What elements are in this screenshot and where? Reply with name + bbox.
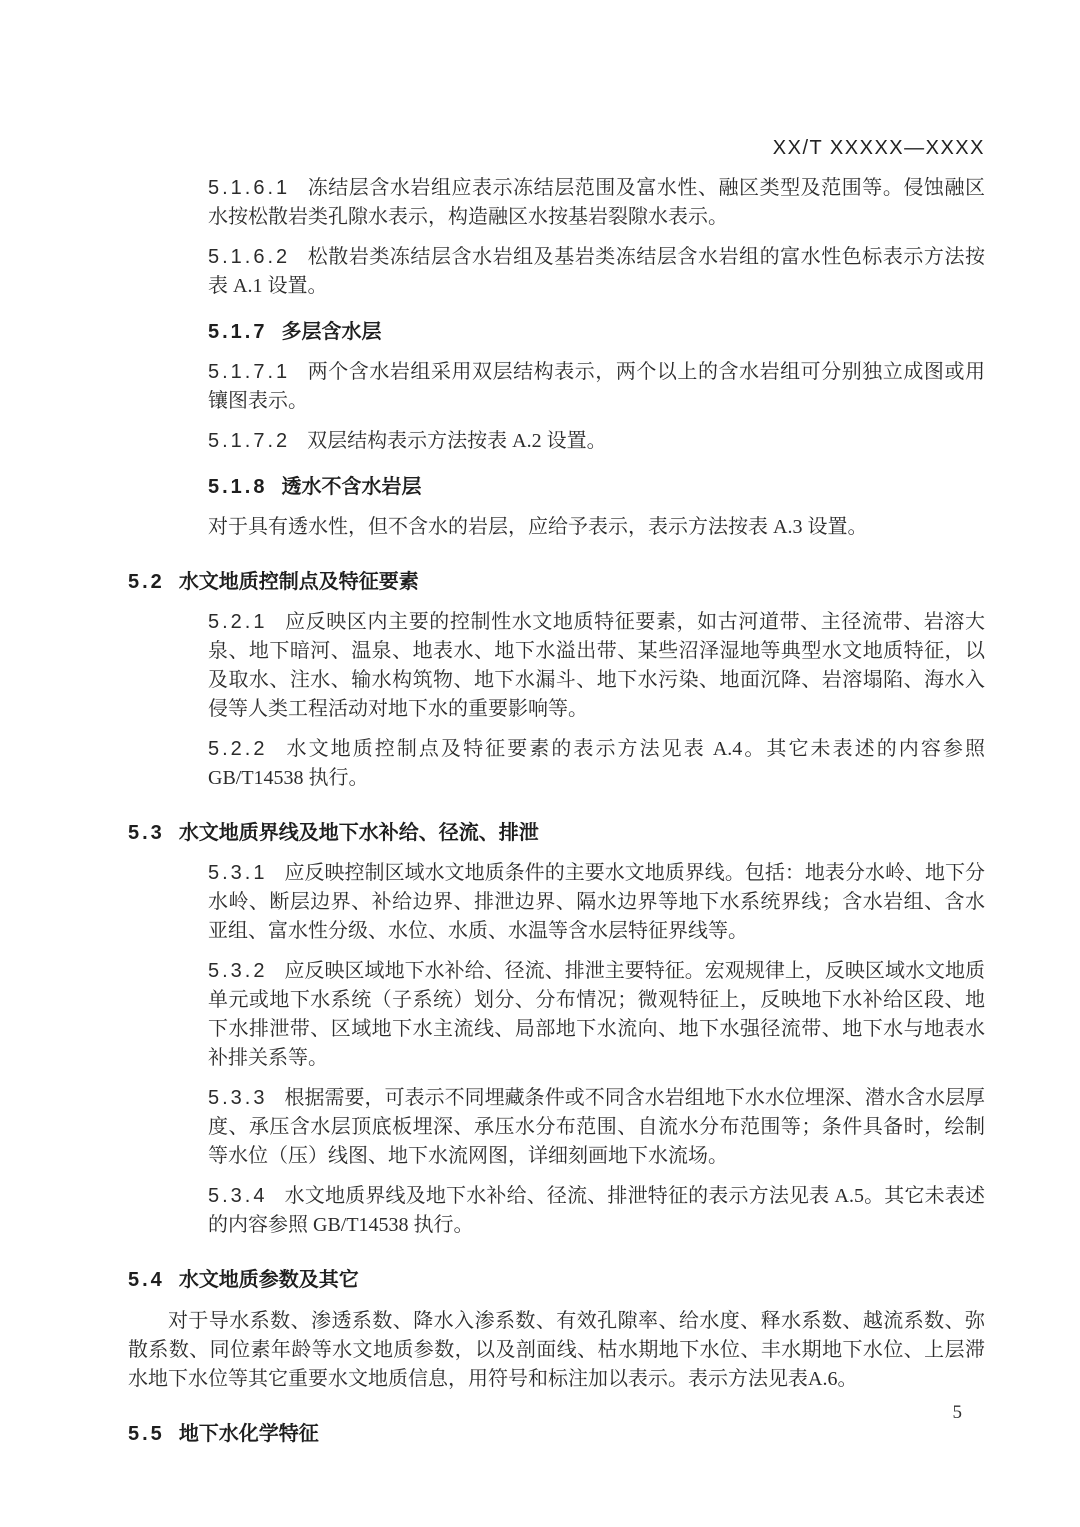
clause-text: 透水不含水岩层 [281, 476, 422, 498]
clause-text: 水文地质控制点及特征要素 [178, 571, 419, 593]
document-sections [128, 174, 985, 1449]
document-code-header: XX/T XXXXX—XXXX [772, 137, 985, 159]
clause-text: 水文地质控制点及特征要素的表示方法见表 A.4。其它未表述的内容参照 GB/T14538 执行。 [208, 738, 985, 789]
clause-number: 5.3.2 [208, 960, 268, 982]
clause-number: 5.1.6.2 [208, 246, 291, 268]
clause-number: 5.1.8 [208, 476, 268, 498]
clause-text: 对于导水系数、渗透系数、降水入渗系数、有效孔隙率、给水度、释水系数、越流系数、弥散系数、同位素年龄等水文地质参数，以及剖面线、枯水期地下水位、丰水期地下水位、上层滞水地下水位等其它重要水文地质信息，用符号和标注加以表示。表示方法见表A.6。 [128, 1310, 985, 1390]
clause-paragraph [208, 174, 985, 232]
clause-number: 5.4 [128, 1269, 165, 1291]
clause-text: 水文地质界线及地下水补给、径流、排泄特征的表示方法见表 A.5。其它未表述的内容参照 GB/T14538 执行。 [208, 1185, 985, 1236]
clause-number: 5.2 [128, 571, 165, 593]
clause-text: 松散岩类冻结层含水岩组及基岩类冻结层含水岩组的富水性色标表示方法按表 A.1 设置。 [208, 246, 985, 297]
clause-paragraph [208, 859, 985, 946]
clause-paragraph [208, 1084, 985, 1171]
section-heading [128, 1420, 985, 1449]
clause-text: 水文地质参数及其它 [178, 1269, 359, 1291]
section-heading [128, 819, 985, 848]
clause-number: 5.3.3 [208, 1087, 268, 1109]
clause-number: 5.1.7.1 [208, 361, 291, 383]
clause-text: 应反映控制区域水文地质条件的主要水文地质界线。包括：地表分水岭、地下分水岭、断层边界、补给边界、排泄边界、隔水边界等地下水系统界线；含水岩组、含水亚组、富水性分级、水位、水质、水温等含水层特征界线等。 [208, 862, 985, 942]
clause-number: 5.3.4 [208, 1185, 268, 1207]
clause-paragraph [208, 735, 985, 793]
clause-paragraph [208, 427, 985, 456]
clause-text: 地下水化学特征 [178, 1423, 319, 1445]
clause-paragraph [208, 358, 985, 416]
section-heading [208, 473, 985, 502]
body-paragraph [208, 513, 985, 542]
clause-paragraph [208, 243, 985, 301]
clause-number: 5.1.6.1 [208, 177, 291, 199]
clause-number: 5.3 [128, 822, 165, 844]
page-number: 5 [952, 1402, 962, 1423]
clause-text: 冻结层含水岩组应表示冻结层范围及富水性、融区类型及范围等。侵蚀融区水按松散岩类孔隙水表示，构造融区水按基岩裂隙水表示。 [208, 177, 985, 228]
clause-text: 对于具有透水性，但不含水的岩层，应给予表示，表示方法按表 A.3 设置。 [208, 516, 868, 538]
section-heading [128, 1266, 985, 1295]
clause-number: 5.1.7.2 [208, 430, 291, 452]
clause-number: 5.2.2 [208, 738, 268, 760]
body-paragraph [128, 1307, 985, 1394]
clause-text: 应反映区内主要的控制性水文地质特征要素，如古河道带、主径流带、岩溶大泉、地下暗河、温泉、地表水、地下水溢出带、某些沼泽湿地等典型水文地质特征，以及取水、注水、输水构筑物、地下水漏斗、地下水污染、地面沉降、岩溶塌陷、海水入侵等人类工程活动对地下水的重要影响等。 [208, 611, 985, 720]
clause-text: 根据需要，可表示不同埋藏条件或不同含水岩组地下水水位埋深、潜水含水层厚度、承压含水层顶底板埋深、承压水分布范围、自流水分布范围等；条件具备时，绘制等水位（压）线图、地下水流网图，详细刻画地下水流场。 [208, 1087, 985, 1167]
section-heading [208, 318, 985, 347]
clause-text: 两个含水岩组采用双层结构表示，两个以上的含水岩组可分别独立成图或用镶图表示。 [208, 361, 985, 412]
clause-paragraph [208, 608, 985, 724]
clause-number: 5.5 [128, 1423, 165, 1445]
section-heading [128, 568, 985, 597]
clause-number: 5.3.1 [208, 862, 268, 884]
clause-text: 多层含水层 [281, 321, 382, 343]
clause-number: 5.2.1 [208, 611, 268, 633]
clause-number: 5.1.7 [208, 321, 268, 343]
clause-text: 应反映区域地下水补给、径流、排泄主要特征。宏观规律上，反映区域水文地质单元或地下水系统（子系统）划分、分布情况；微观特征上，反映地下水补给区段、地下水排泄带、区域地下水主流线、局部地下水流向、地下水强径流带、地下水与地表水补排关系等。 [208, 960, 985, 1069]
clause-text: 水文地质界线及地下水补给、径流、排泄 [178, 822, 539, 844]
clause-text: 双层结构表示方法按表 A.2 设置。 [307, 430, 607, 452]
clause-paragraph [208, 1182, 985, 1240]
clause-paragraph [208, 957, 985, 1073]
